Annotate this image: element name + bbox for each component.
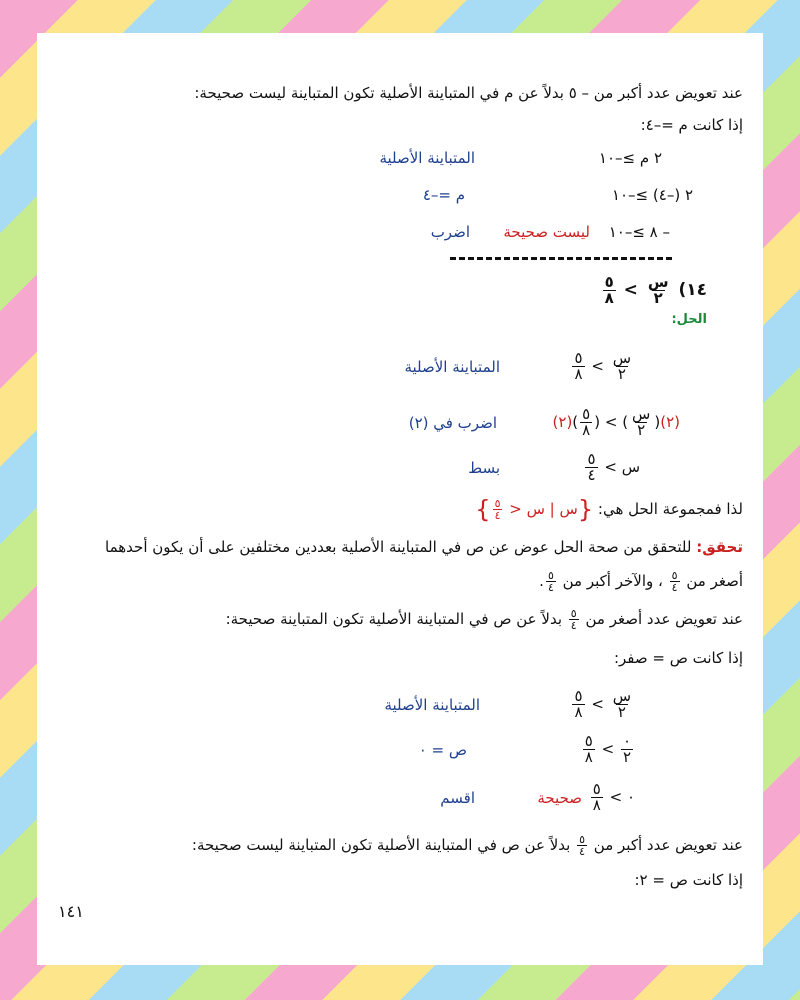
text-line: أصغر من $\frac{٥}{٤}$ ، والآخر أكبر من $\frac{٥}{٤}$ . <box>539 569 743 594</box>
step-reason: بسط <box>468 459 500 477</box>
text-line: عند تعويض عدد أكبر من $\frac{٥}{٤}$ بدلاً عن ص في المتباينة الأصلية تكون المتباينة ليست صحيحة: <box>191 833 743 858</box>
step-reason: اضرب <box>430 223 470 241</box>
step-reason: اضرب في (٢) <box>408 414 497 432</box>
step-reason: المتباينة الأصلية <box>384 696 480 714</box>
step-expression: – ٨ ≥–١٠ <box>608 223 670 241</box>
step-reason: المتباينة الأصلية <box>404 358 500 376</box>
solution-set: لذا فمجموعة الحل هي: {س | س < $\frac{٥}{٤}$ } <box>475 495 743 524</box>
step-expression: ٢ م ≥–١٠ <box>598 149 662 167</box>
solution-expression: $\frac{\text{س}}{٢}$ > $\frac{٥}{٨}$ <box>574 349 631 383</box>
divider <box>450 257 672 260</box>
check-expression: ٠ > $\frac{٥}{٨}$ <box>592 780 635 814</box>
page-number: ١٤١ <box>58 902 84 921</box>
text-line: إذا كانت ص = ٢: <box>634 871 743 889</box>
step-reason: م =–٤ <box>422 186 465 204</box>
check-paragraph: تحقق: للتحقق من صحة الحل عوض عن ص في المتباينة الأصلية بعددين مختلفين على أن يكون أحدهما <box>105 538 743 556</box>
step-reason: ص = ٠ <box>418 741 467 759</box>
problem-heading: ١٤) $\frac{\text{س}}{٢}$ > $\frac{٥}{٨}$ <box>604 272 707 307</box>
solution-expression: (٢)( $\frac{\text{س}}{٢}$ ) > ( $\frac{٥}{٨}$ )(٢) <box>552 405 680 439</box>
text-line: عند تعويض عدد أصغر من $\frac{٥}{٤}$ بدلاً عن ص في المتباينة الأصلية تكون المتباينة صحيحة: <box>225 607 743 632</box>
fraction: $\frac{٥}{٨}$ <box>604 272 614 307</box>
step-flag: صحيحة <box>537 789 582 807</box>
step-expression: ٢ (–٤) ≥–١٠ <box>611 186 693 204</box>
check-expression: $\frac{\text{س}}{٢}$ > $\frac{٥}{٨}$ <box>574 687 631 721</box>
step-reason: المتباينة الأصلية <box>379 149 475 167</box>
step-reason: اقسم <box>440 789 475 807</box>
text-line: إذا كانت ص = صفر: <box>613 649 743 667</box>
check-expression: $\frac{٠}{٢}$ > $\frac{٥}{٨}$ <box>584 732 631 766</box>
text-line: عند تعويض عدد أكبر من – ٥ بدلاً عن م في المتباينة الأصلية تكون المتباينة ليست صحيحة: <box>194 84 743 102</box>
step-flag: ليست صحيحة <box>503 223 590 241</box>
solution-label: الحل: <box>671 312 707 327</box>
fraction: $\frac{\text{س}}{٢}$ <box>647 272 669 307</box>
solution-expression: س > $\frac{٥}{٤}$ <box>587 450 640 484</box>
text-line: إذا كانت م =–٤: <box>640 116 743 134</box>
problem-number: ١٤) <box>678 280 707 300</box>
